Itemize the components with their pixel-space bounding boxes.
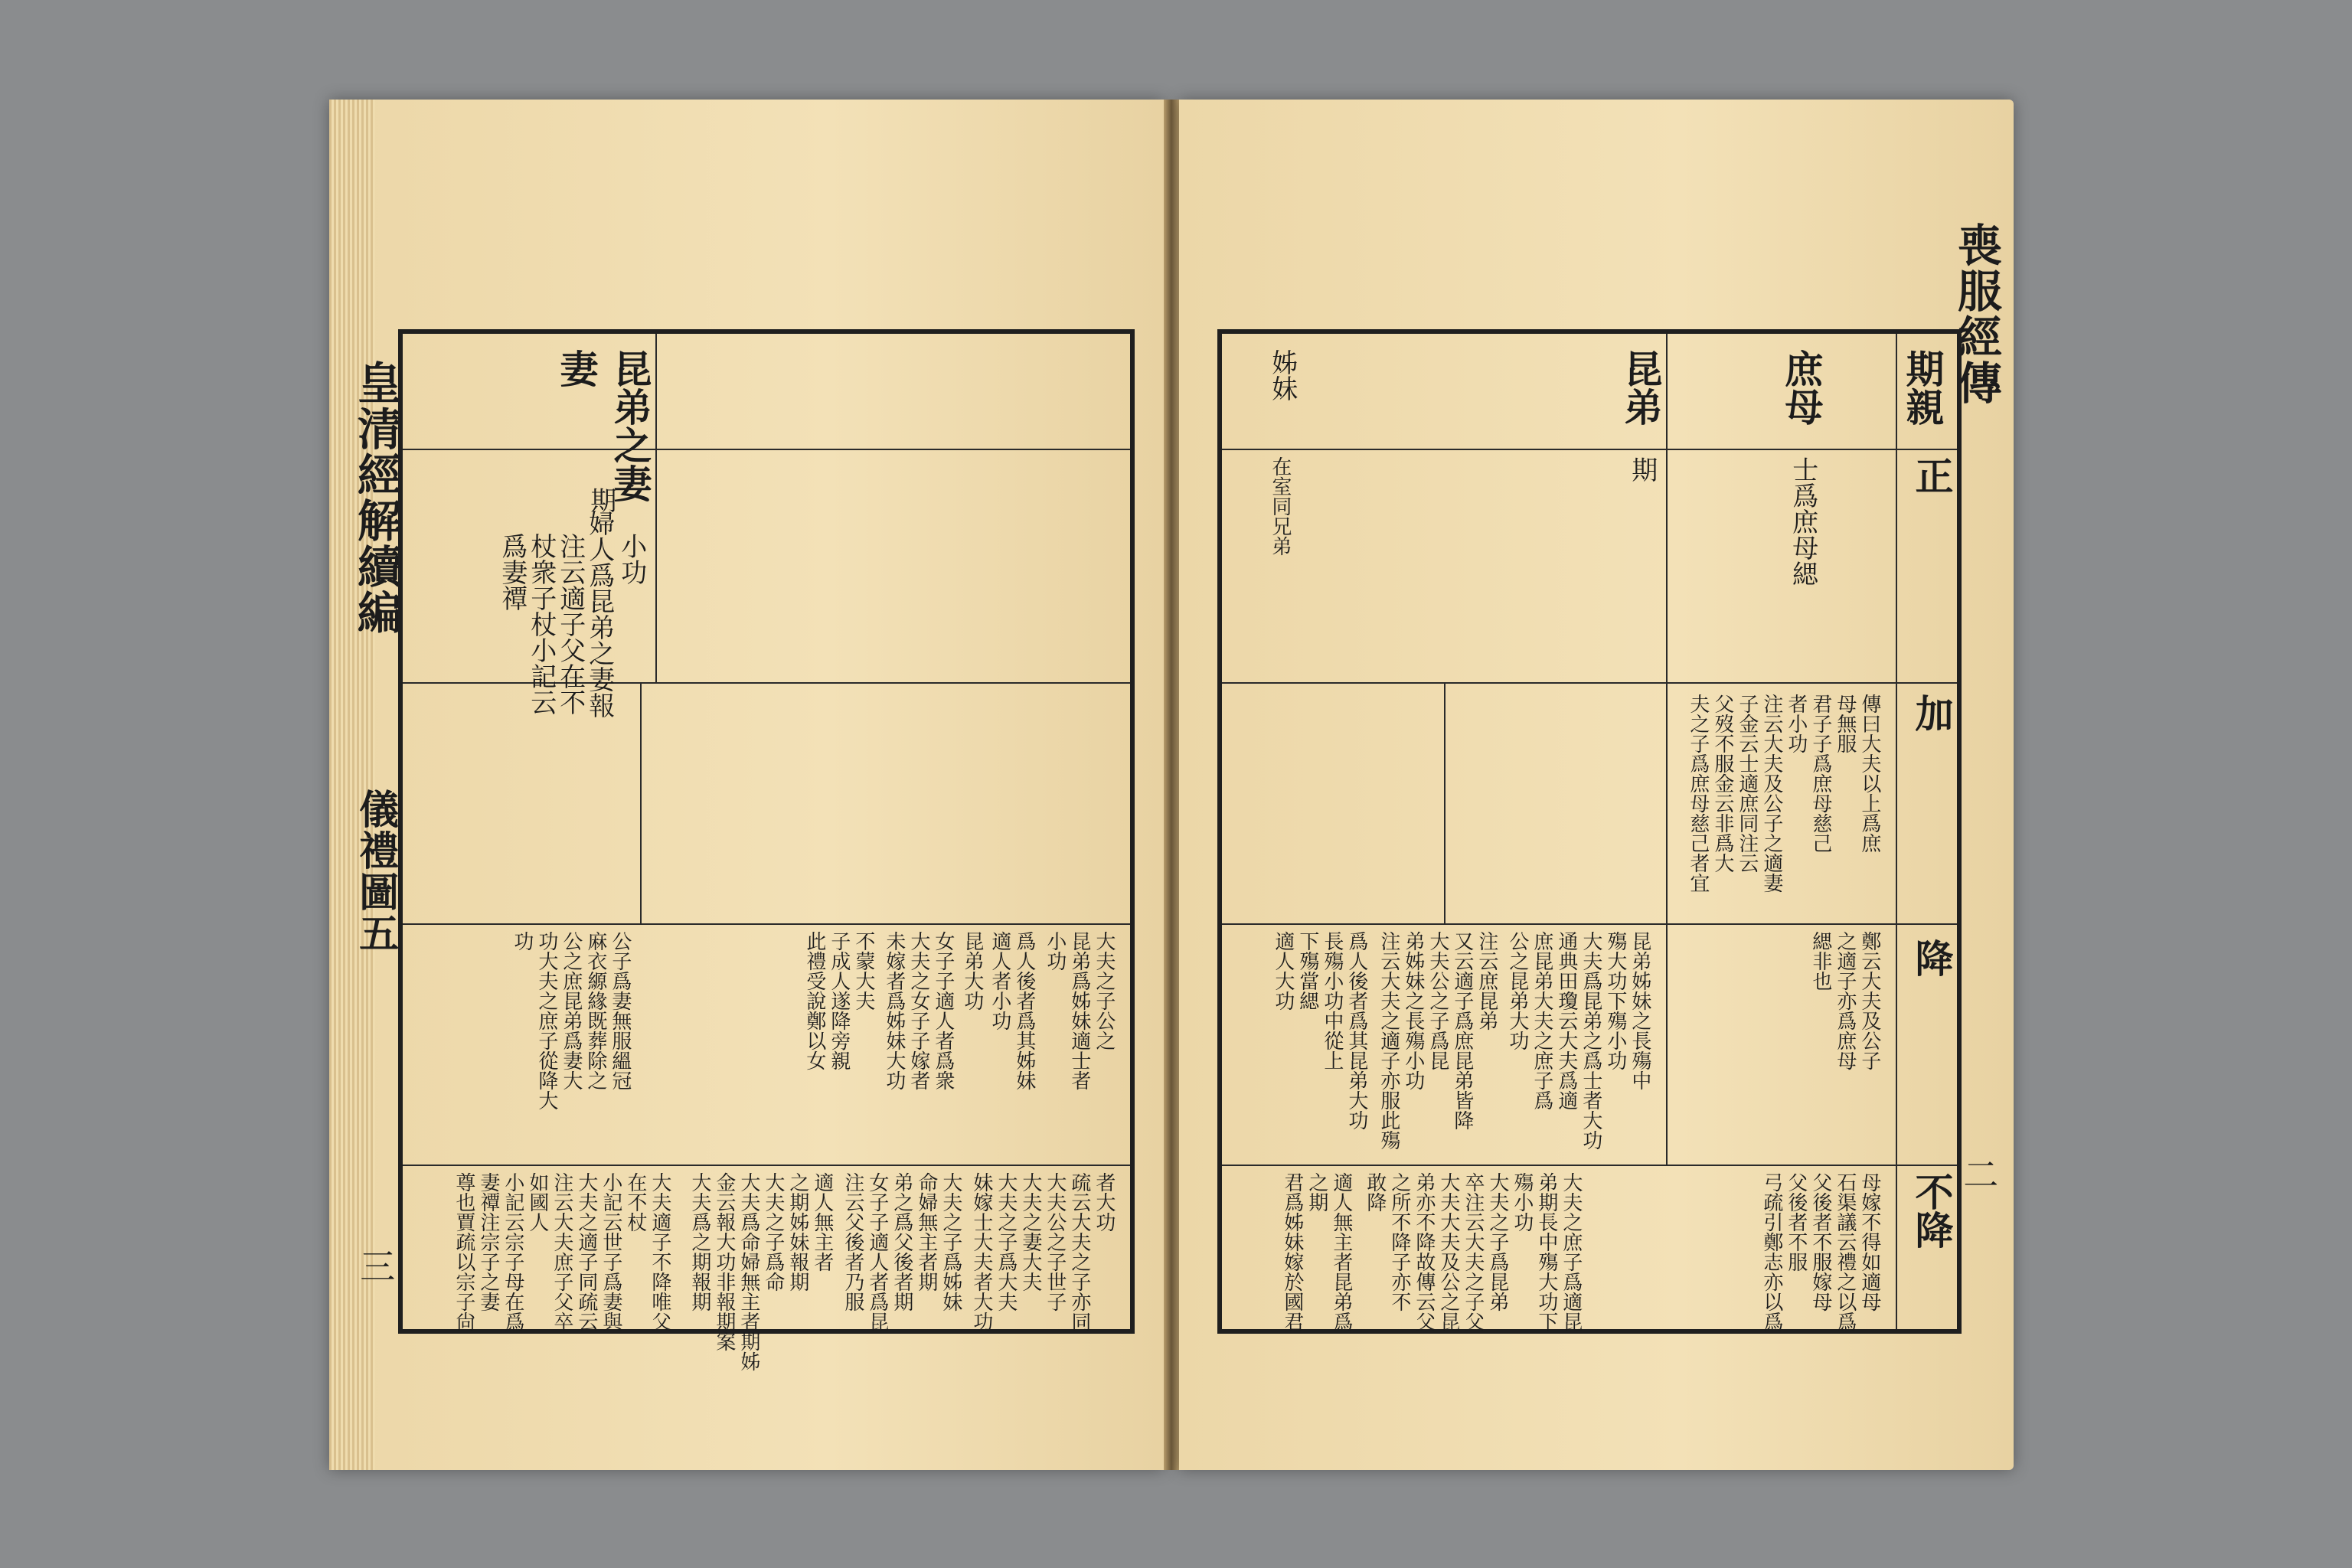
book-title-right: 喪服經傳 bbox=[1949, 222, 2002, 406]
table-frame-right bbox=[1217, 329, 1962, 1334]
note-col: 麻衣縓緣既葬除之 bbox=[583, 931, 607, 1090]
note-col: 昆弟姊妹之長殤中 bbox=[1628, 931, 1651, 1090]
note-col: 小功 bbox=[1043, 931, 1067, 971]
page-number: 三 bbox=[354, 1248, 397, 1283]
note-col: 大夫之女子子嫁者 bbox=[906, 931, 930, 1090]
note-col: 大夫之子爲昆弟 bbox=[1485, 1172, 1509, 1312]
note-col: 弓疏引鄭志亦以爲 bbox=[1759, 1172, 1783, 1331]
entry-label-shumu: 庶母 bbox=[1779, 349, 1824, 426]
note-col: 弟期長中殤大功下 bbox=[1534, 1172, 1558, 1331]
open-book bbox=[329, 100, 2014, 1478]
note-col: 昆弟大功 bbox=[960, 931, 984, 1011]
note-col: 大夫公之子世子 bbox=[1043, 1172, 1067, 1312]
note-col: 子金云士適庶同注云 bbox=[1735, 694, 1759, 873]
note-col: 適人無主者昆弟爲 bbox=[1329, 1172, 1353, 1331]
note-col: 又云適子爲庶昆弟皆降 bbox=[1450, 931, 1474, 1130]
note-col: 適人無主者 bbox=[810, 1172, 834, 1272]
note-col: 大夫之庶子爲適昆 bbox=[1559, 1172, 1583, 1331]
note-col: 適人者小功 bbox=[988, 931, 1011, 1031]
note-col: 之期 bbox=[1305, 1172, 1328, 1212]
note-col: 尊也賈疏以宗子尙 bbox=[452, 1172, 475, 1331]
col-head-5: 不降 bbox=[1909, 1172, 1955, 1249]
entry-label-brother-wife: 昆弟之妻 bbox=[607, 349, 653, 502]
note-col: 父歿不服金云非爲大 bbox=[1710, 694, 1734, 873]
note-col: 鄭云大夫及公子 bbox=[1857, 931, 1881, 1070]
note-col: 大夫之適子同疏云 bbox=[574, 1172, 598, 1331]
note-col: 之期姊妹報期 bbox=[786, 1172, 809, 1292]
note-col: 庶昆弟大夫之庶子爲 bbox=[1530, 931, 1553, 1110]
col-head-1: 期親 bbox=[1900, 349, 1945, 426]
note-col: 適人大功 bbox=[1271, 931, 1295, 1011]
note-col: 者大功 bbox=[1092, 1172, 1116, 1232]
note-col: 命婦無主者期 bbox=[914, 1172, 938, 1292]
note-wife-3: 爲妻禫 bbox=[496, 533, 528, 611]
note-col: 小記云世子爲妻與 bbox=[599, 1172, 622, 1331]
note-col: 者小功 bbox=[1784, 694, 1808, 753]
note-col: 女子子適人者爲昆 bbox=[865, 1172, 889, 1331]
note-col: 金云報大功非報期案 bbox=[712, 1172, 736, 1351]
note-brother-wife: 婦人爲昆弟之妻報 bbox=[583, 510, 615, 718]
note-col: 子成人遂降旁親 bbox=[827, 931, 851, 1070]
grade-year: 期 bbox=[585, 487, 616, 513]
note-col: 之適子亦爲庶母 bbox=[1833, 931, 1857, 1070]
grade-zimei: 在室同兄弟 bbox=[1268, 456, 1292, 556]
note-col: 大夫爲之期報期 bbox=[688, 1172, 711, 1312]
note-col: 傳曰大夫以上爲庶 bbox=[1857, 694, 1881, 853]
note-col: 父後者不服 bbox=[1784, 1172, 1808, 1272]
note-col: 妻禫注宗子之妻 bbox=[476, 1172, 500, 1312]
note-col: 母無服 bbox=[1833, 694, 1857, 753]
note-col: 大夫之子公之 bbox=[1092, 931, 1116, 1050]
note-col: 注云庶昆弟 bbox=[1475, 931, 1498, 1031]
note-col: 敢降 bbox=[1363, 1172, 1387, 1212]
note-col: 大夫之子爲命 bbox=[761, 1172, 785, 1292]
note-col: 大夫之妻大夫 bbox=[1018, 1172, 1042, 1292]
note-col: 弟之爲父後者期 bbox=[890, 1172, 913, 1312]
right-page bbox=[1179, 100, 2014, 1470]
note-col: 爲人後者爲其姊妹 bbox=[1012, 931, 1036, 1090]
entry-label-zimei: 姊妹 bbox=[1266, 349, 1298, 401]
note-col: 公之昆弟大功 bbox=[1505, 931, 1529, 1050]
note-col: 如國人 bbox=[525, 1172, 549, 1232]
left-page bbox=[329, 100, 1164, 1470]
col-head-2: 正 bbox=[1909, 456, 1955, 495]
note-col: 下殤當緦 bbox=[1295, 931, 1319, 1011]
note-col: 昆弟爲姊妹適士者 bbox=[1067, 931, 1091, 1090]
note-col: 大夫大夫及公之昆 bbox=[1436, 1172, 1460, 1331]
entry-label-kundi: 昆弟 bbox=[1618, 349, 1664, 426]
note-wife-2: 杖衆子杖小記云 bbox=[525, 533, 557, 715]
note-col: 父後者不服嫁母 bbox=[1808, 1172, 1832, 1312]
note-col: 之所不降子亦不 bbox=[1387, 1172, 1411, 1312]
note-col: 疏云大夫之子亦同 bbox=[1067, 1172, 1091, 1331]
note-col: 注云父後者乃服 bbox=[841, 1172, 864, 1312]
note-col: 注云大夫及公子之適妻 bbox=[1759, 694, 1783, 893]
note-shumu: 士爲庶母緦 bbox=[1787, 456, 1818, 586]
note-wife-1: 注云適子父在不 bbox=[554, 533, 586, 715]
note-col: 未嫁者爲姊妹大功 bbox=[882, 931, 906, 1090]
note-col: 小記云宗子母在爲 bbox=[501, 1172, 524, 1331]
note-col: 大夫之子爲姊妹 bbox=[939, 1172, 962, 1312]
note-col: 女子子適人者爲衆 bbox=[931, 931, 955, 1090]
note-col: 君爲姊妹嫁於國君 bbox=[1280, 1172, 1304, 1331]
note-col: 夫之子爲庶母慈己者宜 bbox=[1686, 694, 1710, 893]
note-col: 卒注云大夫之子父 bbox=[1461, 1172, 1485, 1331]
note-col: 緦非也 bbox=[1808, 931, 1832, 991]
note-col: 功 bbox=[510, 931, 534, 951]
note-col: 不蒙大夫 bbox=[851, 931, 875, 1011]
note-col: 殤小功 bbox=[1510, 1172, 1534, 1232]
note-col: 弟亦不降故傳云父 bbox=[1412, 1172, 1436, 1331]
col-head-4: 降 bbox=[1909, 939, 1955, 977]
note-col: 在不杖 bbox=[623, 1172, 647, 1232]
note-col: 大夫公之子爲昆 bbox=[1426, 931, 1449, 1070]
note-col: 大夫適子不降唯父 bbox=[648, 1172, 671, 1331]
note-col: 注云大夫之適子亦服此殤 bbox=[1377, 931, 1400, 1150]
book-title: 皇清經解續編 bbox=[349, 360, 402, 635]
note-col: 弟姊妹之長殤小功 bbox=[1401, 931, 1425, 1090]
note-col: 公子爲妻無服縕冠 bbox=[608, 931, 632, 1090]
note-col: 妹嫁士大夫者大功 bbox=[969, 1172, 993, 1331]
note-col: 大夫之子爲大夫 bbox=[994, 1172, 1018, 1312]
note-col: 此禮受說鄭以女 bbox=[802, 931, 826, 1070]
note-col: 大夫爲命婦無主者期姊 bbox=[737, 1172, 760, 1371]
note-col: 公之庶昆弟爲妻大 bbox=[559, 931, 583, 1090]
section-title: 儀禮圖五 bbox=[351, 789, 399, 954]
note-col: 母嫁不得如適母 bbox=[1857, 1172, 1881, 1312]
note-col: 君子子爲庶母慈己 bbox=[1808, 694, 1832, 853]
page-number-right: 二 bbox=[1958, 1156, 2000, 1191]
note-col: 功大夫之庶子從降大 bbox=[534, 931, 558, 1110]
note-col: 殤大功下殤小功 bbox=[1603, 931, 1627, 1070]
note-col: 爲人後者爲其昆弟大功 bbox=[1344, 931, 1368, 1130]
grade-kundi: 期 bbox=[1626, 456, 1658, 482]
entry-label-wife: 妻 bbox=[554, 349, 599, 387]
grade-small-mourning: 小功 bbox=[616, 533, 647, 585]
book-gutter bbox=[1164, 100, 1179, 1470]
col-head-3: 加 bbox=[1909, 694, 1955, 732]
note-col: 注云大夫庶子父卒 bbox=[550, 1172, 573, 1331]
note-col: 大夫爲昆弟之爲士者大功 bbox=[1579, 931, 1602, 1150]
note-col: 長殤小功中從上 bbox=[1320, 931, 1344, 1070]
table-frame bbox=[398, 329, 1135, 1371]
note-col: 通典田瓊云大夫爲適 bbox=[1554, 931, 1578, 1110]
note-col: 石渠議云禮之以爲 bbox=[1833, 1172, 1857, 1331]
